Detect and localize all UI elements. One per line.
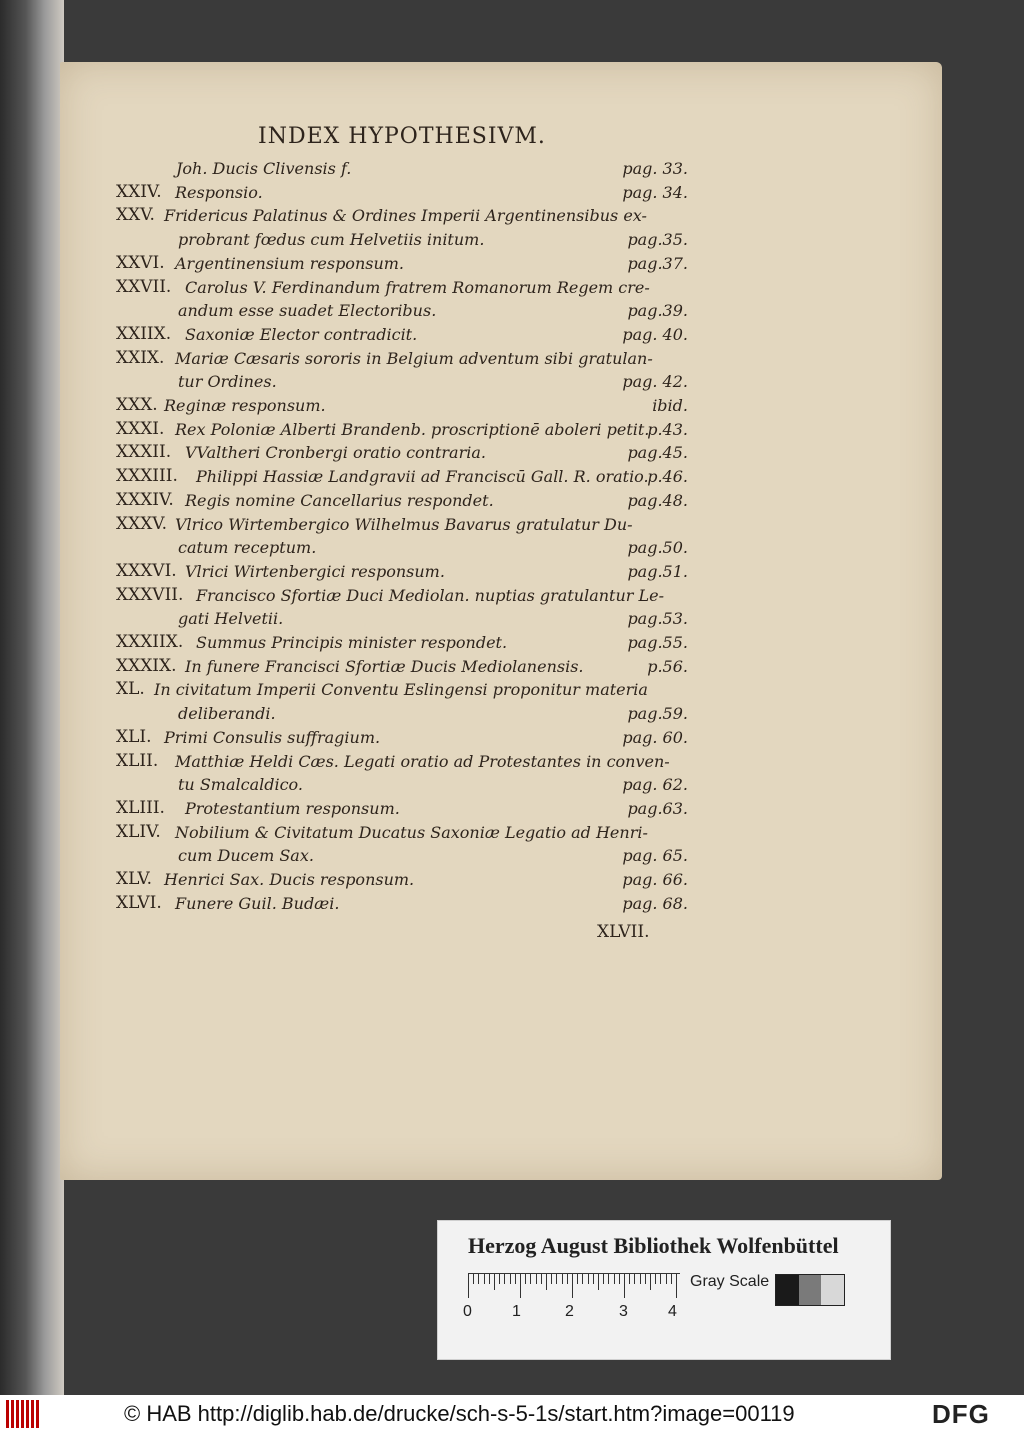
entry-number: XXXVII. <box>116 585 184 605</box>
ruler-tick <box>520 1274 521 1298</box>
entry-number: XLV. <box>116 869 153 889</box>
ruler-tick <box>655 1274 656 1284</box>
page-header: INDEX HYPOTHESIVM. <box>258 124 546 149</box>
entry-text: deliberandi. <box>178 704 276 723</box>
ruler-tick <box>666 1274 667 1284</box>
ruler-tick <box>515 1274 516 1284</box>
entry-page-ref: pag.45. <box>627 443 688 462</box>
ruler-label-3: 3 <box>619 1303 628 1320</box>
entry-number: XLI. <box>116 727 152 747</box>
ruler-tick <box>671 1274 672 1284</box>
index-entry <box>0 701 1024 725</box>
index-entry <box>0 725 1024 749</box>
index-entry <box>0 583 1024 607</box>
entry-number: XXIV. <box>116 182 162 202</box>
ruler-tick <box>473 1274 474 1284</box>
entry-text: Responsio. <box>175 183 263 202</box>
ruler-tick <box>593 1274 594 1284</box>
entry-text: In funere Francisci Sfortiæ Ducis Mediolanensis. <box>185 657 584 676</box>
entry-text: Carolus V. Ferdinandum fratrem Romanorum Regem cre- <box>185 278 650 297</box>
entry-text: Matthiæ Heldi Cæs. Legati oratio ad Protestantes in conven- <box>175 752 670 771</box>
index-entry <box>0 440 1024 464</box>
hab-logo-icon <box>6 1400 40 1428</box>
ruler-tick <box>614 1274 615 1284</box>
ruler-tick <box>598 1274 599 1290</box>
ruler-label-1: 1 <box>512 1303 521 1320</box>
entry-text: Fridericus Palatinus & Ordines Imperii Argentinensibus ex- <box>164 206 647 225</box>
entry-text: gati Helvetii. <box>178 609 284 628</box>
ruler-tick <box>530 1274 531 1284</box>
entry-text: andum esse suadet Electoribus. <box>178 301 437 320</box>
entry-page-ref: pag. 34. <box>622 183 688 202</box>
index-entry <box>0 535 1024 559</box>
entry-page-ref: p.43. <box>647 420 688 439</box>
ruler-tick <box>478 1274 479 1284</box>
gray-scale-swatches <box>775 1274 845 1306</box>
entry-text: Francisco Sfortiæ Duci Mediolan. nuptias gratulantur Le- <box>196 586 664 605</box>
entry-page-ref: p.46. <box>647 467 688 486</box>
entry-page-ref: p.56. <box>647 657 688 676</box>
entry-number: XLVI. <box>116 893 162 913</box>
entry-number: XXVII. <box>116 277 172 297</box>
entry-text: Funere Guil. Budæi. <box>175 894 340 913</box>
entry-text: Mariæ Cæsaris sororis in Belgium adventum sibi gratulan- <box>175 349 653 368</box>
entry-page-ref: pag. 68. <box>622 894 688 913</box>
ruler-tick <box>608 1274 609 1284</box>
entry-text: Reginæ responsum. <box>164 396 326 415</box>
entry-text: Philippi Hassiæ Landgravii ad Franciscū Gall. R. oratio. <box>196 467 649 486</box>
entry-page-ref: pag.63. <box>627 799 688 818</box>
entry-page-ref: pag.59. <box>627 704 688 723</box>
ruler-tick <box>489 1274 490 1284</box>
ruler-tick <box>551 1274 552 1284</box>
entry-text: Regis nomine Cancellarius respondet. <box>185 491 494 510</box>
ruler-tick <box>624 1274 625 1298</box>
footer-bar <box>0 1395 1024 1433</box>
library-color-card <box>437 1220 891 1360</box>
entry-page-ref: pag.55. <box>627 633 688 652</box>
ruler-tick <box>525 1274 526 1284</box>
entry-text: tur Ordines. <box>178 372 277 391</box>
index-entry <box>0 346 1024 370</box>
entry-text: catum receptum. <box>178 538 317 557</box>
entry-page-ref: pag. 60. <box>622 728 688 747</box>
entry-page-ref: pag.39. <box>627 301 688 320</box>
ruler-label-4: 4 <box>668 1303 677 1320</box>
entry-page-ref: pag. 42. <box>622 372 688 391</box>
ruler-tick <box>650 1274 651 1290</box>
index-entry <box>0 417 1024 441</box>
entry-text: Saxoniæ Elector contradicit. <box>185 325 418 344</box>
entry-text: Joh. Ducis Clivensis f. <box>176 159 352 178</box>
entry-text: Rex Poloniæ Alberti Brandenb. proscriptionē aboleri petit. <box>175 420 650 439</box>
index-entry <box>0 772 1024 796</box>
entry-number: XXXVI. <box>116 561 177 581</box>
ruler-tick <box>645 1274 646 1284</box>
ruler-tick <box>634 1274 635 1284</box>
ruler-tick <box>572 1274 573 1298</box>
index-entry <box>0 227 1024 251</box>
ruler-tick <box>494 1274 495 1290</box>
gray-scale-label: Gray Scale <box>690 1273 770 1290</box>
library-name: Herzog August Bibliothek Wolfenbüttel <box>468 1233 839 1258</box>
entry-page-ref: pag.50. <box>627 538 688 557</box>
index-entry <box>0 464 1024 488</box>
entry-page-ref: pag. 62. <box>622 775 688 794</box>
entry-text: Henrici Sax. Ducis responsum. <box>164 870 415 889</box>
entry-page-ref: pag. 66. <box>622 870 688 889</box>
gray-swatch-dark <box>776 1275 799 1305</box>
ruler-tick <box>536 1274 537 1284</box>
entry-number: XXXV. <box>116 514 168 534</box>
footer-copyright-url[interactable]: © HAB http://diglib.hab.de/drucke/sch-s-5-1s/start.htm?image=00119 <box>124 1401 795 1426</box>
index-entry <box>0 843 1024 867</box>
index-entry <box>0 630 1024 654</box>
gray-swatch-light <box>821 1275 844 1305</box>
entry-page-ref: pag.37. <box>627 254 688 273</box>
ruler-tick <box>629 1274 630 1284</box>
entry-text: Nobilium & Civitatum Ducatus Saxoniæ Legatio ad Henri- <box>175 823 648 842</box>
ruler-tick <box>640 1274 641 1284</box>
index-entry <box>0 796 1024 820</box>
entry-page-ref: pag.35. <box>627 230 688 249</box>
ruler-tick <box>510 1274 511 1284</box>
entry-text: tu Smalcaldico. <box>178 775 303 794</box>
entry-page-ref: pag. 65. <box>622 846 688 865</box>
index-entry <box>0 677 1024 701</box>
index-entry <box>0 891 1024 915</box>
entry-page-ref: pag.51. <box>627 562 688 581</box>
entry-text: VValtheri Cronbergi oratio contraria. <box>185 443 486 462</box>
ruler-tick <box>619 1274 620 1284</box>
entry-text: Summus Principis minister respondet. <box>196 633 508 652</box>
ruler-tick <box>546 1274 547 1290</box>
index-entry <box>0 156 1024 180</box>
entry-page-ref: pag.48. <box>627 491 688 510</box>
index-entry <box>0 369 1024 393</box>
entry-number: XLII. <box>116 751 159 771</box>
entry-text: Protestantium responsum. <box>185 799 400 818</box>
entry-page-ref: pag. 33. <box>622 159 688 178</box>
index-entry <box>0 298 1024 322</box>
ruler-tick <box>484 1274 485 1284</box>
ruler-tick <box>504 1274 505 1284</box>
ruler-tick <box>660 1274 661 1284</box>
index-entry <box>0 251 1024 275</box>
dfg-logo: DFG <box>932 1399 990 1429</box>
entry-number: XLIV. <box>116 822 161 842</box>
ruler-tick <box>541 1274 542 1284</box>
index-entry <box>0 559 1024 583</box>
entry-text: cum Ducem Sax. <box>178 846 314 865</box>
ruler-tick <box>676 1274 677 1298</box>
index-entry <box>0 393 1024 417</box>
entry-page-ref: ibid. <box>652 396 688 415</box>
entry-number: XXXI. <box>116 419 165 439</box>
entry-text: Vlrici Wirtenbergici responsum. <box>185 562 445 581</box>
entry-page-ref: pag. 40. <box>622 325 688 344</box>
index-entry <box>0 322 1024 346</box>
entry-number: XXIIX. <box>116 324 172 344</box>
entry-number: XXIX. <box>116 348 165 368</box>
ruler-tick <box>556 1274 557 1284</box>
entry-number: XXV. <box>116 205 155 225</box>
ruler-tick <box>582 1274 583 1284</box>
entry-number: XXXIX. <box>116 656 177 676</box>
ruler-label-2: 2 <box>565 1303 574 1320</box>
entry-number: XXXIII. <box>116 466 178 486</box>
entry-text: Vlrico Wirtembergico Wilhelmus Bavarus gratulatur Du- <box>175 515 633 534</box>
entry-number: XXXIV. <box>116 490 174 510</box>
entry-text: Primi Consulis suffragium. <box>164 728 381 747</box>
ruler-label-0: 0 <box>463 1303 472 1320</box>
gray-swatch-mid <box>799 1275 822 1305</box>
entry-number: XLIII. <box>116 798 165 818</box>
entry-number: XXX. <box>116 395 158 415</box>
index-entry <box>0 488 1024 512</box>
entry-text: probrant fœdus cum Helvetiis initum. <box>178 230 485 249</box>
ruler-tick <box>603 1274 604 1284</box>
entry-number: XXXII. <box>116 442 172 462</box>
measurement-ruler <box>468 1273 680 1298</box>
ruler-tick <box>562 1274 563 1284</box>
index-entry <box>0 203 1024 227</box>
index-entry <box>0 512 1024 536</box>
index-entry <box>0 275 1024 299</box>
ruler-tick <box>588 1274 589 1284</box>
index-entry <box>0 867 1024 891</box>
entry-page-ref: pag.53. <box>627 609 688 628</box>
entry-number: XXVI. <box>116 253 165 273</box>
index-entry <box>0 654 1024 678</box>
ruler-tick <box>468 1274 469 1298</box>
catchword: XLVII. <box>597 922 650 942</box>
index-entry <box>0 749 1024 773</box>
index-entry <box>0 820 1024 844</box>
entry-text: In civitatum Imperii Conventu Eslingensi proponitur materia <box>154 680 648 699</box>
entry-number: XXXIIX. <box>116 632 184 652</box>
ruler-tick <box>577 1274 578 1284</box>
entry-text: Argentinensium responsum. <box>175 254 405 273</box>
index-entry <box>0 180 1024 204</box>
index-entry <box>0 606 1024 630</box>
entry-number: XL. <box>116 679 145 699</box>
ruler-tick <box>499 1274 500 1284</box>
ruler-tick <box>567 1274 568 1284</box>
